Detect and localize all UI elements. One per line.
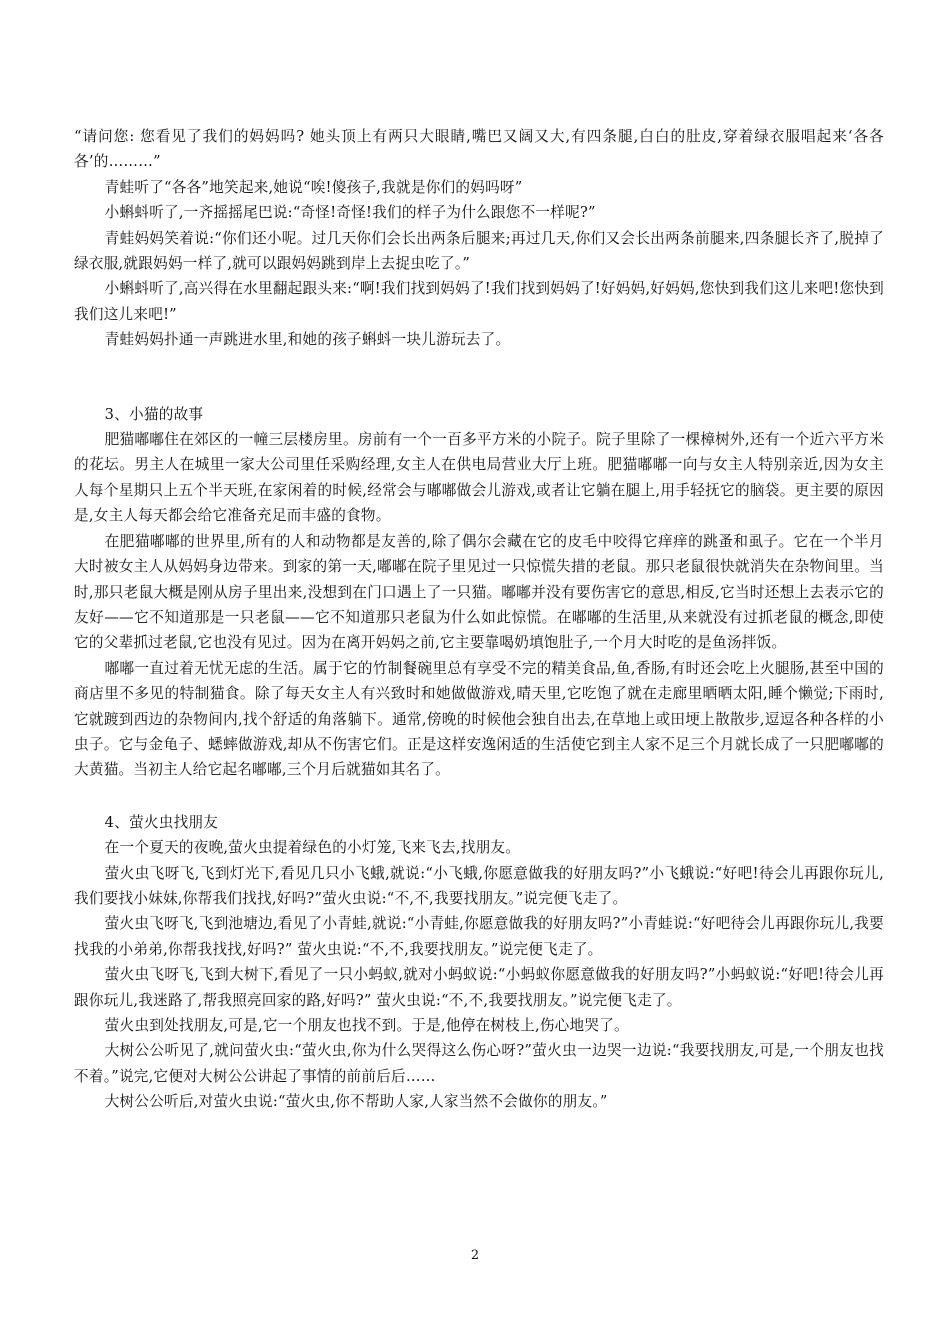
section-spacer	[74, 783, 884, 810]
paragraph: 青蛙听了“各各”地笑起来,她说“唉!傻孩子,我就是你们的妈吗呀”	[104, 178, 523, 196]
paragraph: 大树公公听见了,就问萤火虫:“萤火虫,你为什么哭得这么伤心呀?”萤火虫一边哭一边说:“我要找朋友,可是,一个朋友也找不着。”说完,它便对大树公公讲起了事情的前前后后……	[74, 1042, 884, 1085]
section-spacer	[74, 353, 884, 402]
section-heading: 4、萤火虫找朋友	[104, 813, 219, 831]
paragraph: 青蛙妈妈扑通一声跳进水里,和她的孩子蝌蚪一块儿游玩去了。	[104, 331, 511, 349]
paragraph: “请问您: 您看见了我们的妈妈吗? 她头顶上有两只大眼睛,嘴巴又阔又大,有四条腿,白白的肚皮,穿着绿衣服唱起来‘各各各’的………”	[74, 128, 884, 171]
paragraph: 小蝌蚪听了,高兴得在水里翻起跟头来:“啊!我们找到妈妈了!我们找到妈妈了!好妈妈,好妈妈,您快到我们这儿来吧!您快到我们这儿来吧!”	[74, 280, 885, 323]
section-heading: 3、小猫的故事	[104, 405, 204, 423]
paragraph: 在一个夏天的夜晚,萤火虫提着绿色的小灯笼,飞来飞去,找朋友。	[104, 839, 521, 857]
paragraph: 在肥猫嘟嘟的世界里,所有的人和动物都是友善的,除了偶尔会藏在它的皮毛中咬得它痒痒的跳蚤和虱子。它在一个半月大时被女主人从妈妈身边带来。到家的第一天,嘟嘟在院子里见过一只惊慌失措的老鼠。那只老鼠很快就消失在杂物间里。当时,那只老鼠大概是刚从房子里出来,没想到在门口遇上了一只猫。嘟嘟并没有要伤害它的意思,相反,它当时还想上去表示它的友好——它不知道那是一只老鼠——它不知道那只老鼠为什么如此惊慌。在嘟嘟的生活里,从来就没有过抓老鼠的概念,即使它的父辈抓过老鼠,它也没有见过。因为在离开妈妈之前,它主要靠喝奶填饱肚子,一个月大时吃的是鱼汤拌饭。	[74, 532, 884, 652]
paragraph: 青蛙妈妈笑着说:“你们还小呢。过几天你们会长出两条后腿来;再过几天,你们又会长出两条前腿来,四条腿长齐了,脱掉了绿衣服,就跟妈妈一样了,就可以跟妈妈跳到岸上去捉虫吃了。”	[74, 229, 884, 273]
paragraph: 肥猫嘟嘟住在郊区的一幢三层楼房里。房前有一个一百多平方米的小院子。院子里除了一棵樟树外,还有一个近六平方米的花坛。男主人在城里一家大公司里任采购经理,女主人在供电局营业大厅上班。肥猫嘟嘟一向与女主人特别亲近,因为女主人每个星期只上五个半天班,在家闲着的时候,经常会与嘟嘟做会儿游戏,或者让它躺在腿上,用手轻抚它的脑袋。更主要的原因是,女主人每天都会给它准备充足而丰盛的食物。	[74, 431, 884, 525]
paragraph: 大树公公听后,对萤火虫说:“萤火虫,你不帮助人家,人家当然不会做你的朋友。”	[104, 1093, 608, 1111]
document-body	[74, 124, 884, 1115]
paragraph: 小蝌蚪听了,一齐摇摇尾巴说:“奇怪!奇怪!我们的样子为什么跟您不一样呢?”	[104, 204, 596, 222]
paragraph: 萤火虫飞呀飞,飞到灯光下,看见几只小飞蛾,就说:“小飞蛾,你愿意做我的好朋友吗?”小飞蛾说:“好吧!待会儿再跟你玩儿,我们要找小妹妹,你帮我们找找,好吗?”萤火虫说:“不,不,我要找朋友。”说完便飞走了。	[74, 864, 884, 907]
paragraph: 萤火虫飞呀飞,飞到大树下,看见了一只小蚂蚁,就对小蚂蚁说:“小蚂蚁你愿意做我的好朋友吗?”小蚂蚁说:“好吧!待会儿再跟你玩儿,我迷路了,帮我照亮回家的路,好吗?” 萤火虫说:“不,不,我要找朋友。”说完便飞走了。	[74, 966, 884, 1009]
paragraph: 嘟嘟一直过着无忧无虑的生活。属于它的竹制餐碗里总有享受不完的精美食品,鱼,香肠,有时还会吃上火腿肠,甚至中国的商店里不多见的特制猫食。除了每天女主人有兴致时和她做做游戏,晴天里,它吃饱了就在走廊里晒晒太阳,睡个懒觉;下雨时,它就踱到西边的杂物间内,找个舒适的角落躺下。通常,傍晚的时候他会独自出去,在草地上或田埂上散散步,逗逗各种各样的小虫子。它与金龟子、蟋蟀做游戏,却从不伤害它们。正是这样安逸闲适的生活使它到主人家不足三个月就长成了一只肥嘟嘟的大黄猫。当初主人给它起名嘟嘟,三个月后就猫如其名了。	[74, 659, 884, 779]
paragraph: 萤火虫到处找朋友,可是,它一个朋友也找不到。于是,他停在树枝上,伤心地哭了。	[104, 1017, 629, 1034]
page-number: 2	[470, 1248, 480, 1263]
paragraph: 萤火虫飞呀飞,飞到池塘边,看见了小青蛙,就说:“小青蛙,你愿意做我的好朋友吗?”小青蛙说:“好吧待会儿再跟你玩儿,我要找我的小弟弟,你帮我找找,好吗?” 萤火虫说:“不,不,我要找朋友。”说完便飞走了。	[74, 915, 884, 958]
